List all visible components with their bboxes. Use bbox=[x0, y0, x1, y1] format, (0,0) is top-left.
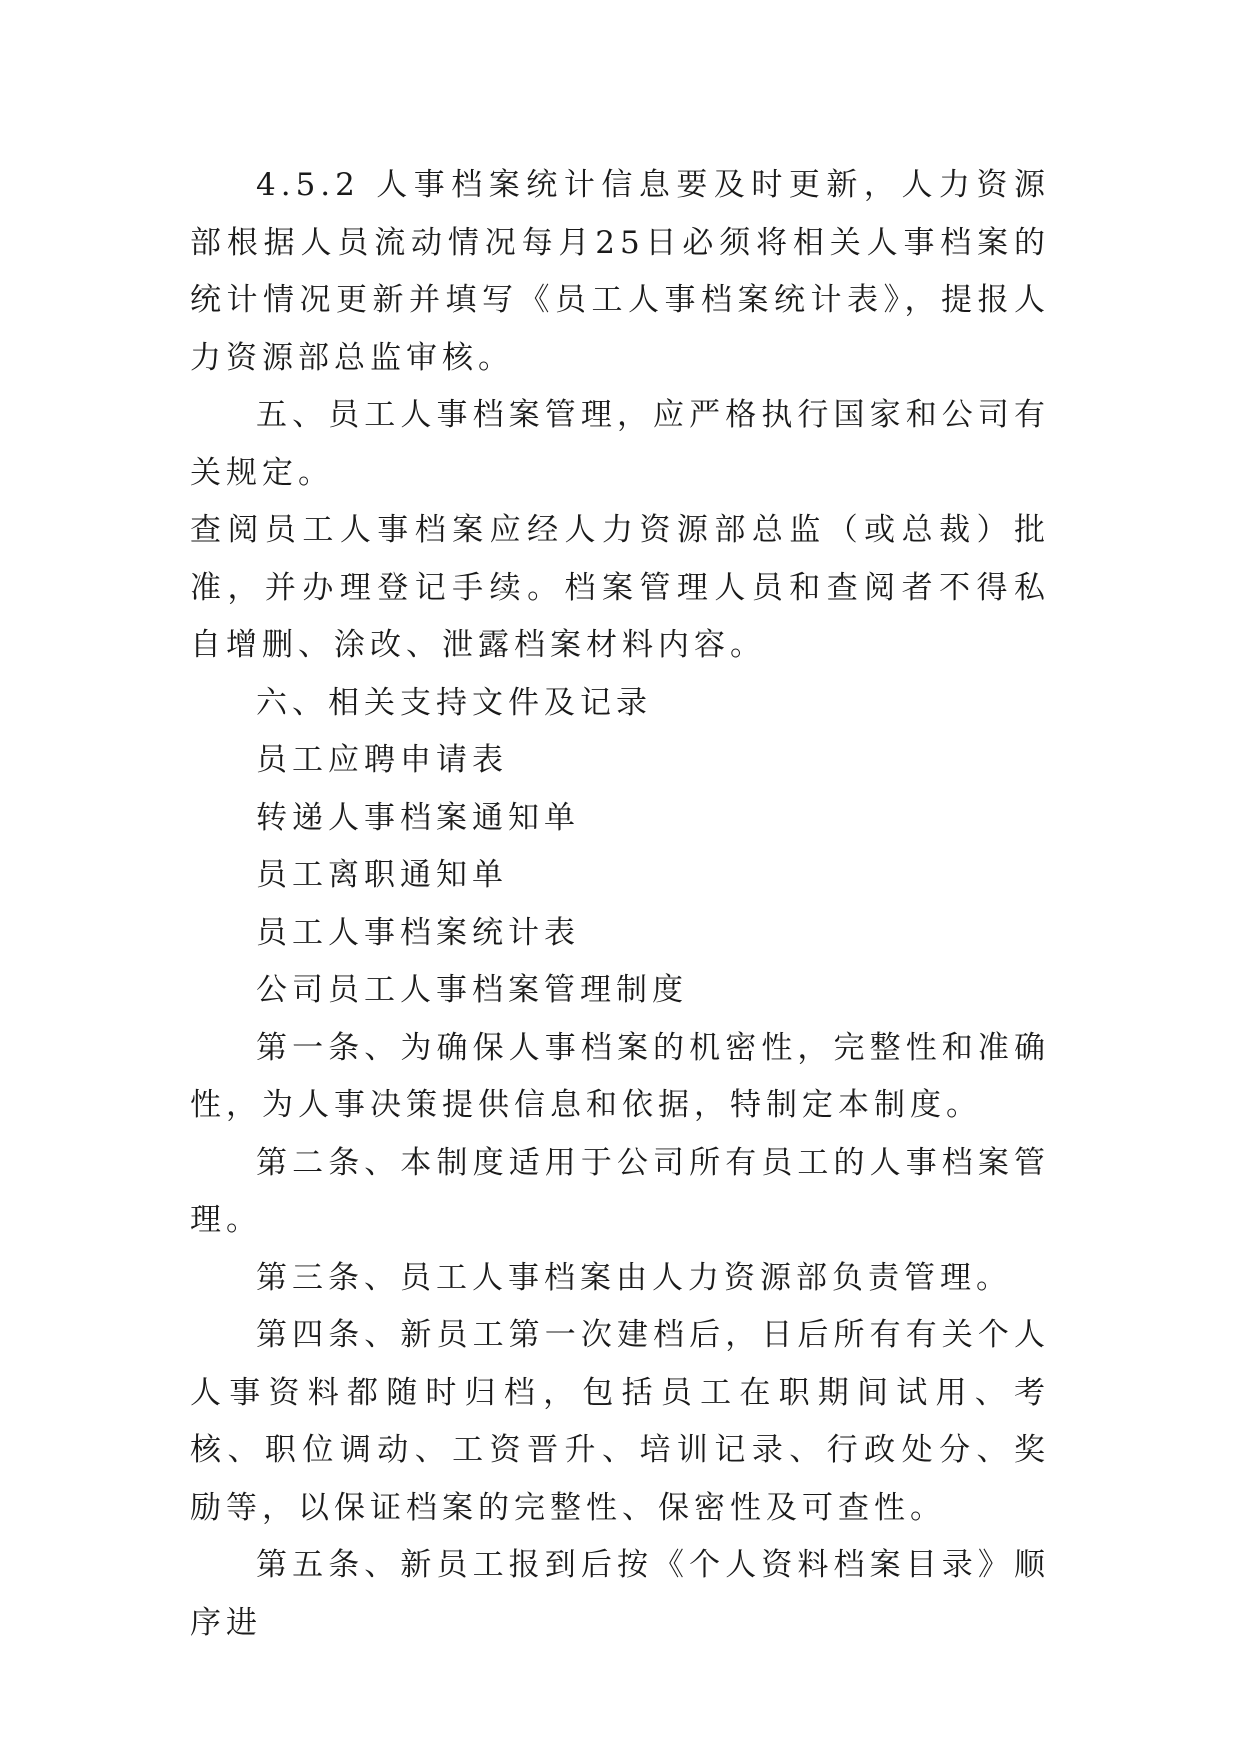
list-item-statistics-table: 员工人事档案统计表 bbox=[256, 914, 580, 951]
document-body bbox=[190, 157, 1050, 1652]
article-one: 第一条、为确保人事档案的机密性，完整性和准确性，为人事决策提供信息和依据，特制定本制度。 bbox=[190, 1029, 1050, 1123]
paragraph-section-six: 六、相关支持文件及记录 bbox=[256, 684, 652, 721]
paragraph-access-rules: 查阅员工人事档案应经人力资源部总监（或总裁）批准，并办理登记手续。档案管理人员和查阅者不得私自增删、涂改、泄露档案材料内容。 bbox=[190, 512, 1050, 663]
paragraph-4-5-2: 4.5.2 人事档案统计信息要及时更新，人力资源部根据人员流动情况每月25日必须将相关人事档案的统计情况更新并填写《员工人事档案统计表》，提报人力资源部总监审核。 bbox=[190, 167, 1050, 376]
paragraph-section-five: 五、员工人事档案管理，应严格执行国家和公司有关规定。 bbox=[190, 397, 1050, 491]
list-item-transfer-notice: 转递人事档案通知单 bbox=[256, 799, 580, 836]
article-two: 第二条、本制度适用于公司所有员工的人事档案管理。 bbox=[190, 1144, 1050, 1238]
article-four: 第四条、新员工第一次建档后，日后所有有关个人人事资料都随时归档，包括员工在职期间试用、考核、职位调动、工资晋升、培训记录、行政处分、奖励等，以保证档案的完整性、保密性及可查性。 bbox=[190, 1317, 1050, 1526]
list-item-resignation-notice: 员工离职通知单 bbox=[256, 857, 508, 893]
section-heading-management-policy: 公司员工人事档案管理制度 bbox=[256, 972, 688, 1008]
article-three: 第三条、员工人事档案由人力资源部负责管理。 bbox=[256, 1259, 1012, 1296]
list-item-application-form: 员工应聘申请表 bbox=[256, 742, 508, 778]
article-five: 第五条、新员工报到后按《个人资料档案目录》顺序进 bbox=[190, 1547, 1050, 1641]
